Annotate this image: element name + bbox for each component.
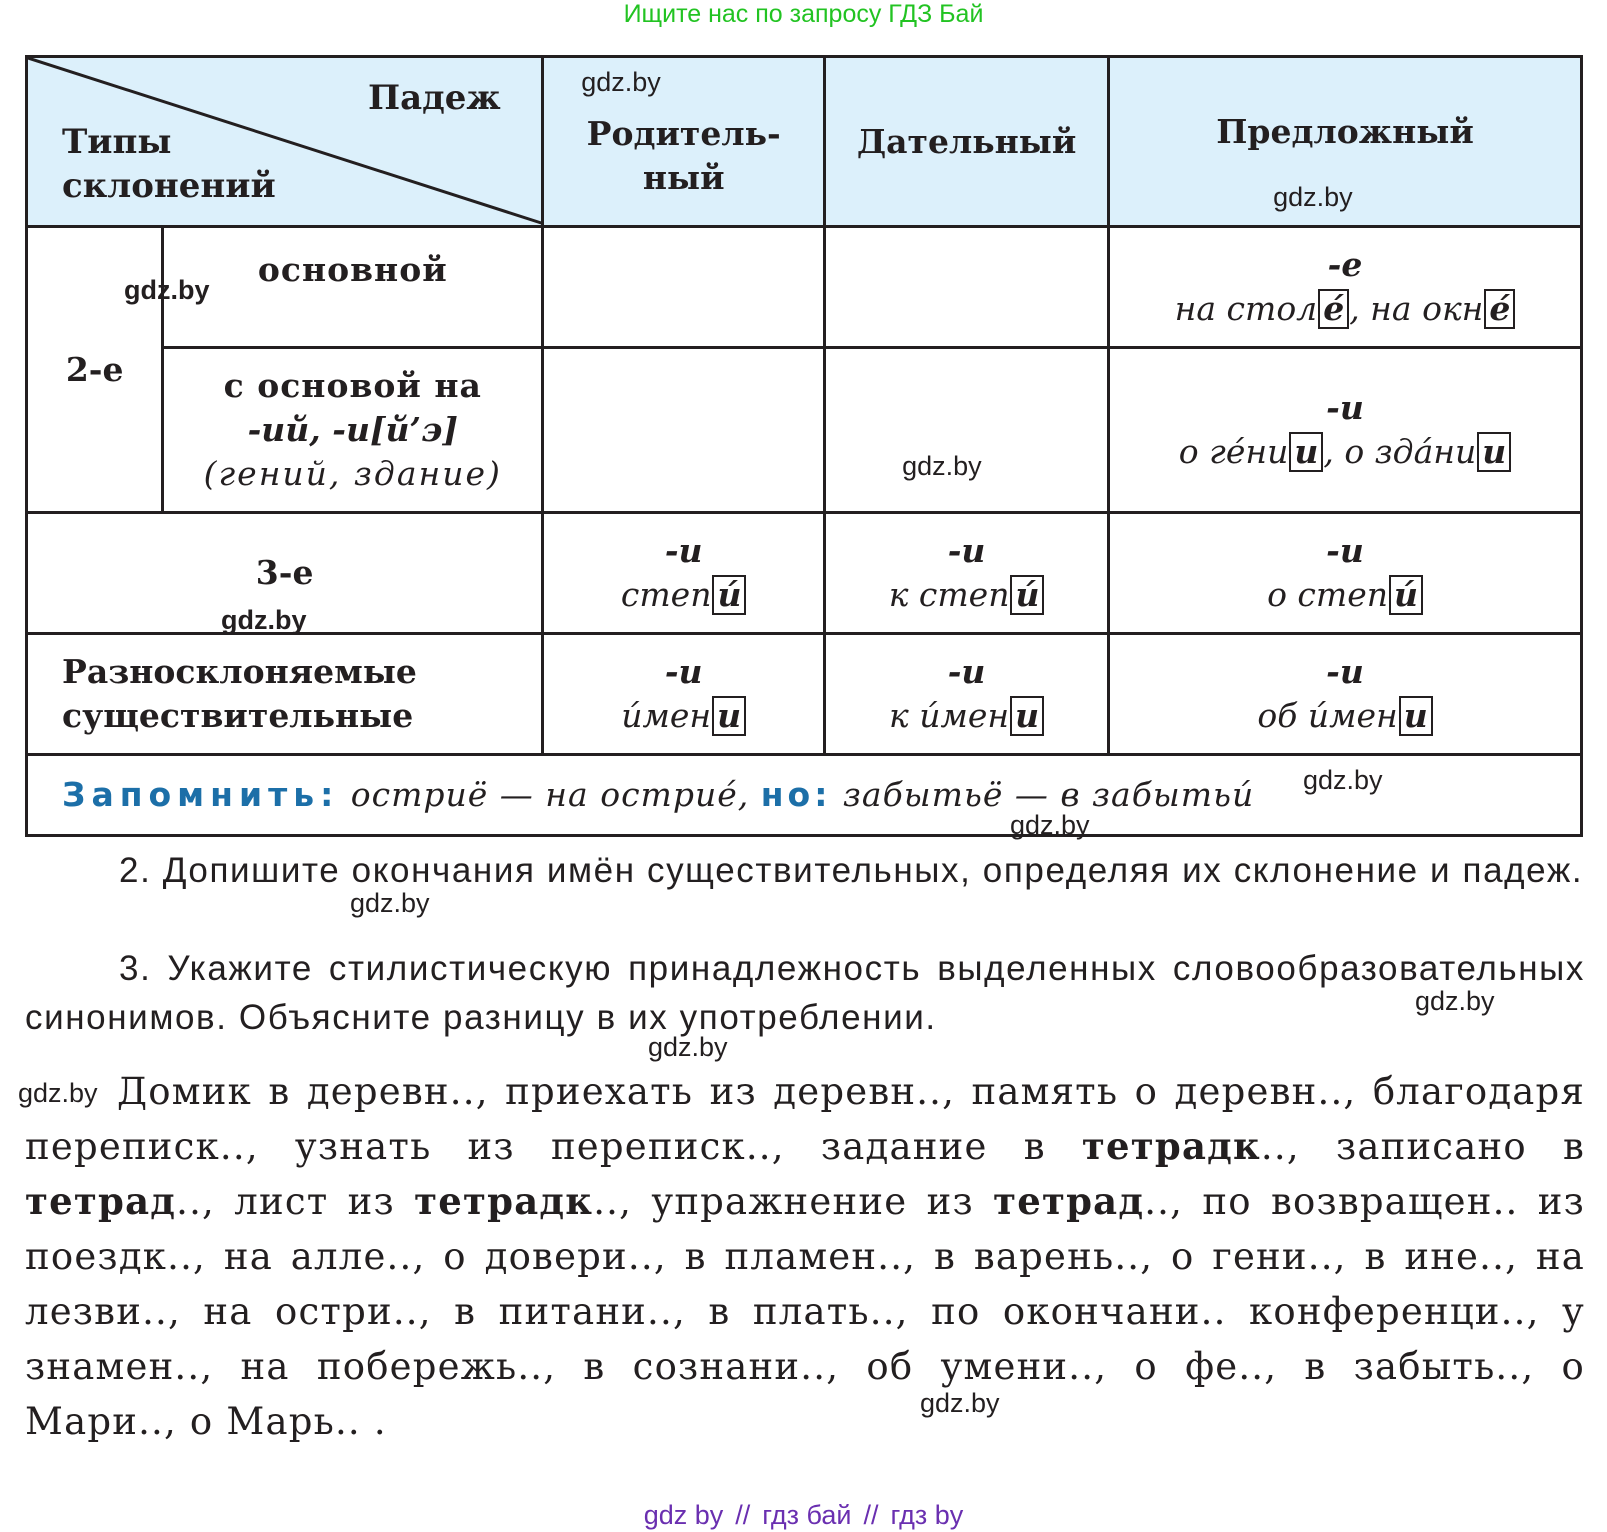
watermark: gdz.by	[1273, 182, 1353, 212]
cell-r2-prepositional	[1109, 348, 1582, 513]
example-word: , на окн	[1349, 289, 1484, 328]
watermark: gdz.by	[1303, 765, 1383, 795]
decl-2-basic-cell	[163, 227, 543, 348]
cell-r1-dative	[825, 227, 1109, 348]
highlighted-word: тетрадк	[414, 1179, 594, 1223]
cell-r3-prepositional	[1109, 513, 1582, 634]
highlighted-word: тетрад	[25, 1179, 177, 1223]
ending-label: -и	[664, 531, 703, 570]
example-word: степ	[620, 575, 712, 614]
header-dative	[825, 57, 1109, 227]
header-genitive-line2: ный	[642, 157, 725, 197]
heteroclitic-cell	[27, 634, 543, 755]
task-2: 2. Допишите окончания имён существительных, определяя их склонение и падеж.	[119, 851, 1584, 890]
ending-box: и	[1289, 432, 1323, 472]
remember-text-1: остриё — на остриé,	[339, 775, 761, 814]
ending-box: и	[1010, 696, 1044, 736]
ending-box: и	[1477, 432, 1511, 472]
ending-label: -и	[1326, 388, 1364, 427]
watermark: gdz.by	[18, 1078, 98, 1108]
exercise-part: .., записано в	[1260, 1125, 1585, 1168]
cell-r4-dative	[825, 634, 1109, 755]
cell-r1-genitive	[543, 227, 825, 348]
decl-2-stem-cell	[163, 348, 543, 513]
remember-but: но:	[760, 775, 832, 814]
ending-box: и́	[1010, 575, 1044, 615]
decl-2-basic-label: основной	[257, 250, 448, 289]
header-genitive-line1: Родитель-	[586, 113, 781, 153]
ending-box: и́	[1389, 575, 1423, 615]
decl-2-stem-line2: -ий, -и[й’э]	[247, 410, 458, 449]
example-word: к степ	[888, 575, 1010, 614]
decl-2-cell	[27, 227, 210, 513]
decl-2-label: 2-е	[65, 349, 124, 389]
ending-label: -и	[947, 652, 986, 691]
footer-part-1: gdz by	[643, 1500, 724, 1530]
cell-r1-prepositional	[1109, 227, 1582, 348]
watermark: gdz.by	[1010, 810, 1090, 840]
exercise-part: .., лист из	[176, 1180, 415, 1223]
ending-label: -и	[947, 531, 986, 570]
decl-2-stem-line1: с основой на	[223, 366, 482, 405]
watermark: gdz.by	[221, 605, 307, 635]
example-word: , о зда́ни	[1323, 432, 1477, 471]
watermark-top: Ищите нас по запросу ГДЗ Бай	[623, 0, 984, 28]
example-word: и́мен	[621, 696, 712, 735]
ending-box: и	[1399, 696, 1433, 736]
cell-r2-dative	[825, 348, 1109, 513]
ending-label: -и	[664, 652, 703, 691]
decl-3-label: 3-е	[255, 553, 314, 592]
corner-types-label-2: склонений	[62, 166, 276, 206]
cell-r3-genitive	[543, 513, 825, 634]
heteroclitic-line2: существительные	[62, 696, 414, 735]
remember-cell	[27, 755, 1582, 836]
example-word: о степ	[1267, 575, 1388, 614]
corner-header-cell	[27, 57, 543, 227]
footer-sep: //	[735, 1500, 751, 1530]
cell-r2-genitive	[543, 348, 825, 513]
ending-label: -и	[1326, 652, 1364, 691]
watermark: gdz.by	[648, 1032, 728, 1062]
corner-case-label: Падеж	[368, 78, 501, 118]
ending-label: -и	[1326, 531, 1364, 570]
footer-part-2: гдз бай	[762, 1500, 852, 1530]
cell-r3-dative	[825, 513, 1109, 634]
cell-r4-prepositional	[1109, 634, 1582, 755]
header-genitive	[543, 57, 825, 227]
header-dative-label: Дательный	[856, 121, 1077, 161]
watermark: gdz.by	[581, 67, 661, 97]
ending-box: и́	[712, 575, 746, 615]
watermark: gdz.by	[1415, 986, 1495, 1016]
example-word: к и́мен	[889, 696, 1010, 735]
watermark-footer	[0, 1500, 1607, 1531]
declension-table	[25, 55, 1583, 837]
exercise-part: .., по возвращен.. из поездк.., на алле.., о довери.., в пламен.., в варень.., о гени.., в ине.., на лезви.., на остри.., в питани.., в плать.., по окончани.. конференци.., у знамен.., на побережь.., в сознани.., об умени.., о фе.., в забыть.., о Мари.., о Марь.. .	[25, 1180, 1585, 1443]
watermark: gdz.by	[902, 451, 982, 481]
footer-sep: //	[863, 1500, 879, 1530]
ending-box: е́	[1484, 289, 1515, 329]
example-word: о ге́ни	[1178, 432, 1289, 471]
footer-part-3: гдз by	[890, 1500, 964, 1530]
ending-box: е́	[1318, 289, 1349, 329]
ending-box: и	[712, 696, 746, 736]
watermark: gdz.by	[920, 1388, 1000, 1418]
decl-3-cell	[27, 513, 543, 634]
corner-types-label-1: Типы	[62, 122, 172, 162]
task-3: 3. Укажите стилистическую принадлежность выделенных словообразовательных синонимов. Объясните разницу в их употреблении.	[25, 949, 1585, 1037]
highlighted-word: тетрад	[993, 1179, 1145, 1223]
header-prepositional-label: Предложный	[1216, 111, 1474, 151]
ending-label: -е	[1327, 245, 1363, 284]
exercise-part: Домик в деревн.., приехать из деревн.., память о деревн.., благодаря переписк.., узнать из переписк.., задание в	[25, 1070, 1585, 1168]
heteroclitic-line1: Разносклоняемые	[62, 652, 417, 691]
decl-2-stem-line3: (гений, здание)	[203, 454, 502, 493]
remember-label: Запомнить:	[62, 775, 340, 814]
exercise-text	[25, 1064, 1585, 1449]
exercise-part: .., упражнение из	[593, 1180, 994, 1223]
remember-text-2: забытьё — в забытьи́	[831, 775, 1255, 814]
example-word: на стол	[1174, 289, 1318, 328]
watermark: gdz.by	[350, 888, 430, 918]
header-prepositional	[1109, 57, 1582, 227]
highlighted-word: тетрадк	[1081, 1124, 1261, 1168]
watermark: gdz.by	[124, 275, 210, 305]
example-word: об и́мен	[1257, 696, 1398, 735]
cell-r4-genitive	[543, 634, 825, 755]
